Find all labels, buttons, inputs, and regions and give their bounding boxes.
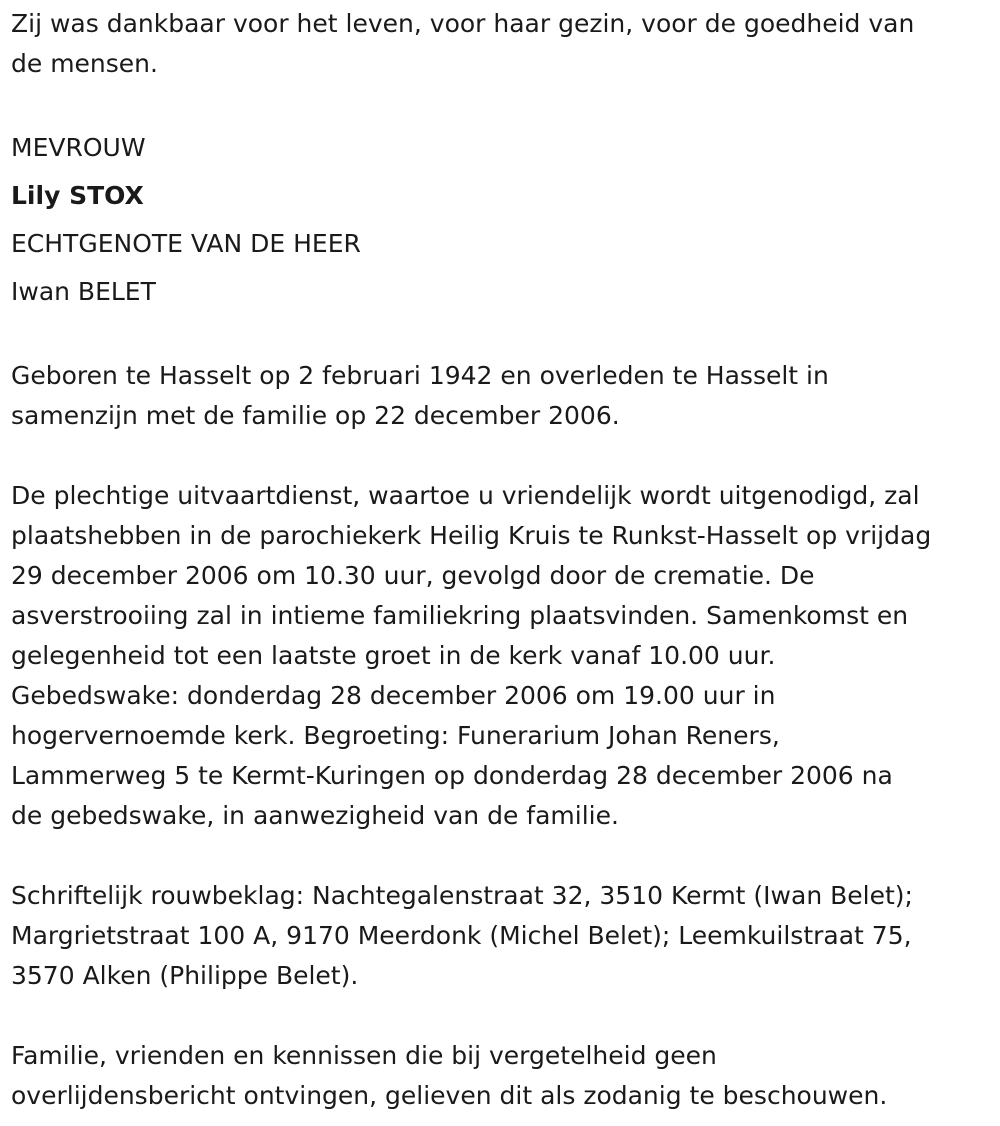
intro-paragraph — [11, 4, 1000, 84]
intro-line: de mensen. — [11, 49, 158, 78]
spouse-name: Iwan BELET — [11, 277, 156, 306]
closing-paragraph — [11, 1036, 1000, 1116]
service-line: Lammerweg 5 te Kermt-Kuringen op donderdag 28 december 2006 na — [11, 761, 893, 790]
condolence-line: 3570 Alken (Philippe Belet). — [11, 961, 359, 990]
closing-line: overlijdensbericht ontvingen, gelieven dit als zodanig te beschouwen. — [11, 1081, 888, 1110]
deceased-block — [11, 124, 1000, 316]
service-line: plaatshebben in de parochiekerk Heilig Kruis te Runkst-Hasselt op vrijdag — [11, 521, 932, 550]
service-line: asverstrooiing zal in intieme familiekring plaatsvinden. Samenkomst en — [11, 601, 909, 630]
birth-death-paragraph — [11, 356, 1000, 436]
intro-line: Zij was dankbaar voor het leven, voor haar gezin, voor de goedheid van — [11, 9, 915, 38]
condolence-paragraph — [11, 876, 1000, 996]
title-label: MEVROUW — [11, 133, 146, 162]
deceased-name: Lily STOX — [11, 181, 144, 210]
birth-death-line: samenzijn met de familie op 22 december 2006. — [11, 401, 620, 430]
service-line: hogervernoemde kerk. Begroeting: Funerarium Johan Reners, — [11, 721, 780, 750]
service-paragraph — [11, 476, 1000, 836]
service-line: gelegenheid tot een laatste groet in de kerk vanaf 10.00 uur. — [11, 641, 776, 670]
condolence-line: Schriftelijk rouwbeklag: Nachtegalenstraat 32, 3510 Kermt (Iwan Belet); — [11, 881, 913, 910]
condolence-line: Margrietstraat 100 A, 9170 Meerdonk (Michel Belet); Leemkuilstraat 75, — [11, 921, 912, 950]
service-line: De plechtige uitvaartdienst, waartoe u vriendelijk wordt uitgenodigd, zal — [11, 481, 920, 510]
closing-line: Familie, vrienden en kennissen die bij vergetelheid geen — [11, 1041, 717, 1070]
birth-death-line: Geboren te Hasselt op 2 februari 1942 en overleden te Hasselt in — [11, 361, 829, 390]
relation-label: ECHTGENOTE VAN DE HEER — [11, 229, 361, 258]
service-line: de gebedswake, in aanwezigheid van de familie. — [11, 801, 619, 830]
service-line: Gebedswake: donderdag 28 december 2006 om 19.00 uur in — [11, 681, 776, 710]
service-line: 29 december 2006 om 10.30 uur, gevolgd door de crematie. De — [11, 561, 815, 590]
